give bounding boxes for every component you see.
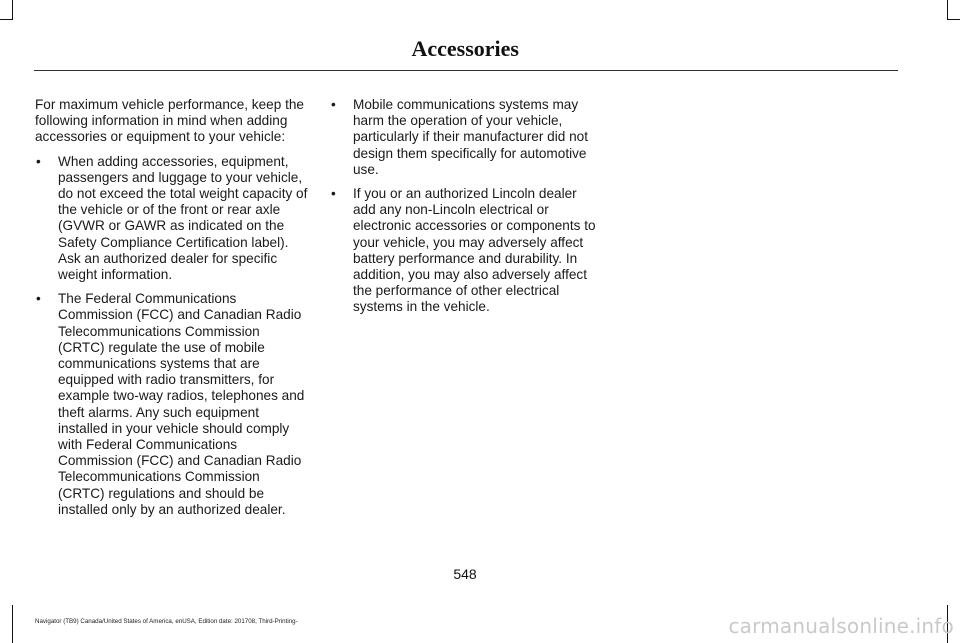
watermark: carmanualsonline.info — [728, 614, 954, 638]
list-item-text: Mobile communications systems may harm the operation of your vehicle, particularly if their manufacturer did not design them specifically for automotive use. — [353, 97, 588, 177]
header-divider — [34, 70, 898, 71]
list-item — [330, 186, 603, 316]
bullet-icon: • — [36, 153, 41, 169]
list-item-text: If you or an authorized Lincoln dealer add any non-Lincoln electrical or electronic accessories or components to your vehicle, you may adversely affect battery performance and durability. In addition, you may also adversely affect the performance of other electrical systems in the vehicle. — [353, 186, 596, 315]
list-item-text: When adding accessories, equipment, passengers and luggage to your vehicle, do not exceed the total weight capacity of the vehicle or of the front or rear axle (GVWR or GAWR as indicated on the Safety Compliance Certification label). Ask an authorized dealer for specific weight information. — [58, 153, 308, 283]
intro-paragraph: For maximum vehicle performance, keep the following information in mind when adding accessories or equipment to your vehicle: — [35, 97, 304, 145]
list-item-text: The Federal Communications Commission (FCC) and Canadian Radio Telecommunications Commission (CRTC) regulate the use of mobile communications systems that are equipped with radio transmitters, for example two-way radios, telephones and theft alarms. Any such equipment installed in your vehicle should comply with Federal Communications Commission (FCC) and Canadian Radio Telecommunications Commission (CRTC) regulations and should be installed only by an authorized dealer. — [58, 291, 305, 517]
page-title: Accessories — [411, 36, 519, 61]
bullet-list — [330, 97, 603, 316]
bullet-icon: • — [36, 291, 41, 307]
bullet-icon: • — [331, 186, 336, 202]
bullet-icon: • — [331, 97, 336, 112]
right-column — [330, 97, 603, 324]
list-item — [35, 291, 308, 518]
list-item — [35, 154, 308, 284]
crop-mark-top-right — [947, 0, 948, 20]
list-item — [330, 97, 603, 178]
crop-mark-top-right — [947, 19, 960, 20]
crop-mark-top-left — [12, 0, 13, 20]
crop-mark-bottom-left — [12, 605, 13, 643]
bullet-list — [35, 154, 308, 518]
crop-mark-top-left — [0, 19, 13, 20]
footer-edition-text: Navigator (TB9) Canada/United States of America, enUSA, Edition date: 201708, Third-Printing- — [35, 618, 298, 625]
left-column — [35, 97, 308, 526]
page-number: 548 — [453, 566, 477, 582]
